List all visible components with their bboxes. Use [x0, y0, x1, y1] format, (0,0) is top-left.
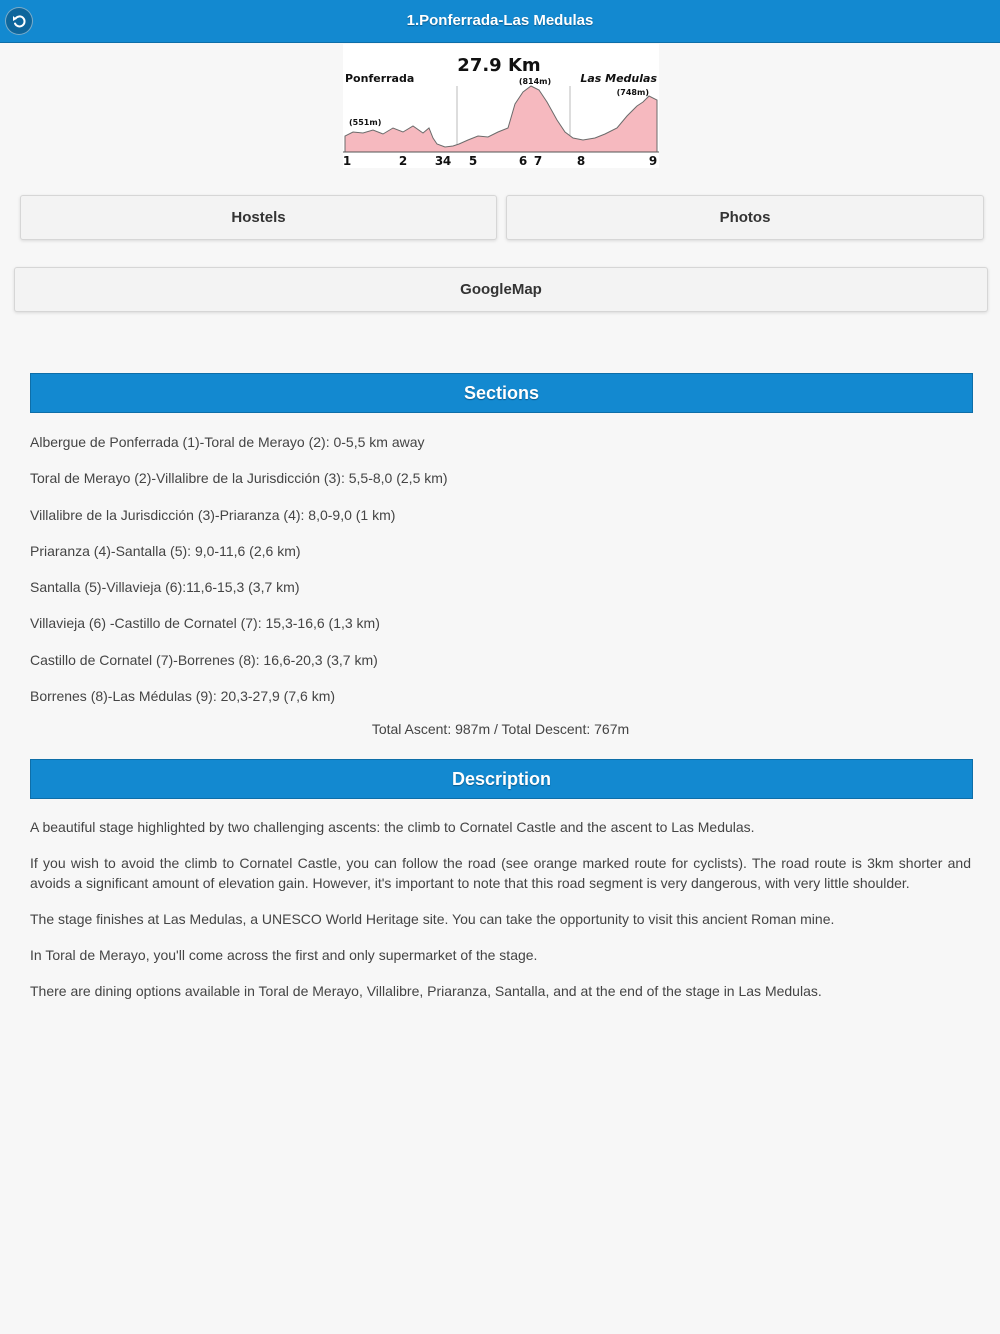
- description-header: Description: [30, 759, 973, 799]
- totals-text: Total Ascent: 987m / Total Descent: 767m: [371, 721, 630, 737]
- profile-start-elev: (551m): [349, 118, 382, 127]
- section-item: Santalla (5)-Villavieja (6):11,6-15,3 (3,7 km): [30, 579, 300, 596]
- elevation-profile-image: [343, 44, 659, 168]
- profile-peak-elev: (814m): [518, 77, 552, 86]
- profile-marker: 8: [576, 154, 586, 168]
- description-paragraph: A beautiful stage highlighted by two challenging ascents: the climb to Cornatel Castle and the ascent to Las Medulas.: [30, 819, 755, 835]
- section-item: Castillo de Cornatel (7)-Borrenes (8): 16,6-20,3 (3,7 km): [30, 651, 378, 668]
- section-item: Villavieja (6) -Castillo de Cornatel (7): 15,3-16,6 (1,3 km): [30, 615, 380, 632]
- section-item: Albergue de Ponferrada (1)-Toral de Merayo (2): 0-5,5 km away: [30, 434, 425, 450]
- profile-end-name: Las Medulas: [580, 72, 657, 85]
- description-paragraph: The stage finishes at Las Medulas, a UNESCO World Heritage site. You can take the opportunity to visit this ancient Roman mine.: [30, 911, 835, 927]
- description-body: [30, 817, 971, 1017]
- sections-list: [30, 432, 971, 722]
- section-item: Priaranza (4)-Santalla (5): 9,0-11,6 (2,6 km): [30, 542, 301, 559]
- profile-marker: 1: [343, 154, 352, 168]
- section-item: Toral de Merayo (2)-Villalibre de la Jurisdicción (3): 5,5-8,0 (2,5 km): [30, 470, 448, 487]
- hostels-button[interactable]: Hostels: [20, 195, 497, 240]
- description-paragraph: If you wish to avoid the climb to Cornatel Castle, you can follow the road (see orange marked route for cyclists). The road route is 3km shorter and avoids a significant amount of elevation gain. However, it's important to note that this road segment is very dangerous, with very little shoulder.: [30, 855, 971, 891]
- photos-button[interactable]: Photos: [506, 195, 984, 240]
- header-bar: [0, 0, 1000, 43]
- profile-start-name: Ponferrada: [345, 72, 415, 85]
- profile-marker: 9: [648, 154, 658, 168]
- description-paragraph: There are dining options available in Toral de Merayo, Villalibre, Priaranza, Santalla, and at the end of the stage in Las Medulas.: [30, 983, 822, 999]
- profile-marker: 2: [398, 154, 408, 168]
- description-paragraph: In Toral de Merayo, you'll come across the first and only supermarket of the stage.: [30, 947, 538, 963]
- section-item: Borrenes (8)-Las Médulas (9): 20,3-27,9 (7,6 km): [30, 688, 336, 705]
- profile-end-elev: (748m): [616, 88, 649, 97]
- section-item: Villalibre de la Jurisdicción (3)-Priaranza (4): 8,0-9,0 (1 km): [30, 506, 396, 523]
- sections-header: Sections: [30, 373, 973, 413]
- profile-marker: 4: [442, 154, 452, 168]
- googlemap-button[interactable]: GoogleMap: [14, 267, 988, 312]
- page-title: 1.Ponferrada-Las Medulas: [406, 12, 594, 29]
- profile-distance: 27.9 Km: [457, 55, 541, 76]
- profile-marker: 3: [434, 154, 444, 168]
- profile-marker: 5: [468, 154, 478, 168]
- profile-marker: 6: [518, 154, 528, 168]
- profile-marker: 7: [533, 154, 543, 168]
- elevation-profile[interactable]: [343, 44, 659, 168]
